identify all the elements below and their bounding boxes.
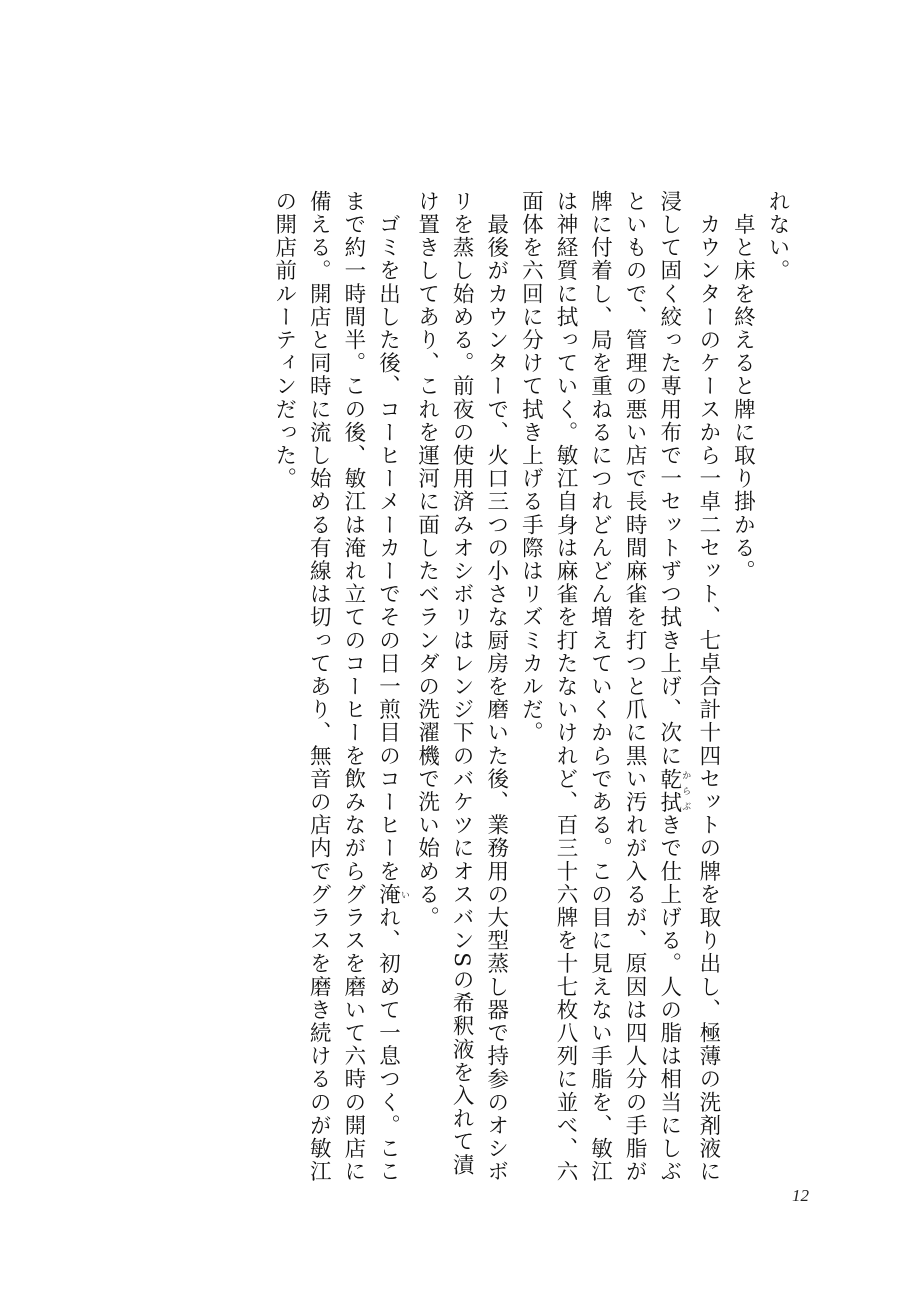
text-line: 卓と床を終えると牌に取り掛かる。 <box>730 190 756 583</box>
text-segment: きで仕上げる。人の脂は相当にしぶ <box>656 813 682 1184</box>
furigana-ruby <box>375 883 409 907</box>
text-segment: 浸して固く絞った専用布で一セットずつ拭き上げ、次に <box>656 190 682 768</box>
text-line <box>370 190 409 1184</box>
furigana-ruby <box>656 767 691 814</box>
ruby-base: 淹 <box>375 883 401 907</box>
text-segment: ゴミを出した後、コーヒーメーカーでその日一煎目のコーヒーを <box>375 190 401 883</box>
text-line: け置きしてあり、これを運河に面したベランダの洗濯機で洗い始める。 <box>414 190 440 930</box>
ruby-reading: い <box>398 883 409 907</box>
text-line: 備える。開店と同時に流し始める有線は切ってあり、無音の店内でグラスを磨き続けるのが敏江 <box>306 190 332 1184</box>
text-line: まで約一時間半。この後、敏江は淹れ立てのコーヒーを飲みながらグラスを磨いて六時の開店に <box>340 190 366 1184</box>
text-line: れない。 <box>765 190 790 283</box>
page-number: 12 <box>792 1186 809 1205</box>
text-line: 最後がカウンターで、火口三つの小さな厨房を磨いた後、業務用の大型蒸し器で持参のオシボ <box>483 190 509 1184</box>
vertical-body-text <box>266 190 794 1184</box>
text-segment: れ、初めて一息つく。ここ <box>375 906 401 1184</box>
text-line: の開店前ルーティンだった。 <box>271 190 297 491</box>
text-line: カウンターのケースから一卓二セット、七卓合計十四セットの牌を取り出し、極薄の洗剤液に <box>695 190 721 1184</box>
text-line: は神経質に拭っていく。敏江自身は麻雀を打たないけれど、百三十六牌を十七枚八列に並べ、六 <box>552 190 578 1184</box>
text-line <box>651 190 691 1184</box>
ruby-base: 乾拭 <box>656 767 682 814</box>
text-line: 面体を六回に分けて拭き上げる手際はリズミカルだ。 <box>518 190 544 745</box>
ruby-reading: からぶ <box>680 767 691 814</box>
text-line: といもので、管理の悪い店で長時間麻雀を打つと爪に黒い汚れが入るが、原因は四人分の手脂が <box>622 190 648 1184</box>
text-line: リを蒸し始める。前夜の使用済みオシボリはレンジ下のバケツにオスバンSの希釈液を入れて漬 <box>449 190 475 1177</box>
text-line: 牌に付着し、局を重ねるにつれどんどん増えていくからである。この目に見えない手脂を、敏江 <box>587 190 613 1184</box>
